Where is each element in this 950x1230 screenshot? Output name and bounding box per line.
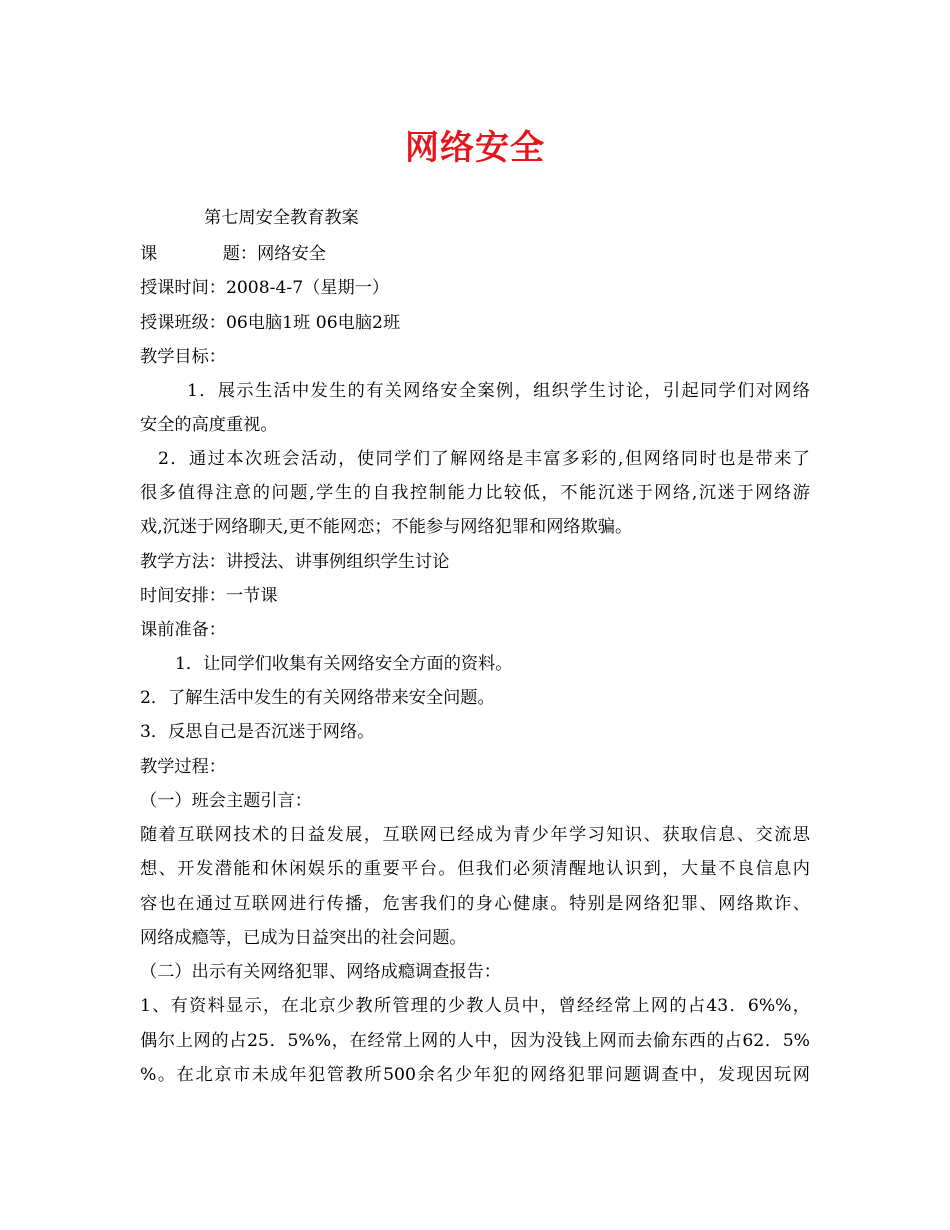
intro-line-3: 容也在通过互联网进行传播，危害我们的身心健康。特别是网络犯罪、网络欺诈、 [140, 894, 810, 914]
preparation-item-1: 1．让同学们收集有关网络安全方面的资料。 [175, 654, 513, 674]
time-line: 授课时间：2008-4-7（星期一） [140, 278, 390, 298]
intro-line-2: 想、开发潜能和休闲娱乐的重要平台。但我们必须清醒地认识到，大量不良信息内 [140, 859, 810, 879]
goal-1-line-1: 1．展示生活中发生的有关网络安全案例，组织学生讨论，引起同学们对网络 [187, 381, 810, 401]
goals-heading: 教学目标： [140, 347, 226, 367]
preparation-item-3: 3．反思自己是否沉迷于网络。 [140, 722, 375, 742]
report-line-2: 偶尔上网的占25．5%%，在经常上网的人中，因为没钱上网而去偷东西的占62．5% [140, 1031, 810, 1051]
goal-2-line-1: 2．通过本次班会活动，使同学们了解网络是丰富多彩的,但网络同时也是带来了 [158, 449, 810, 469]
section-2-heading: （二）出示有关网络犯罪、网络成瘾调查报告： [140, 962, 501, 982]
report-line-3: %。在北京市未成年犯管教所500余名少年犯的网络犯罪问题调查中，发现因玩网 [140, 1065, 810, 1085]
class-line: 授课班级：06电脑1班 06电脑2班 [140, 313, 401, 333]
intro-line-4: 网络成瘾等，已成为日益突出的社会问题。 [140, 928, 467, 948]
topic-line: 课 题：网络安全 [140, 244, 326, 264]
intro-line-1: 随着互联网技术的日益发展，互联网已经成为青少年学习知识、获取信息、交流思 [140, 825, 810, 845]
report-line-1: 1、有资料显示，在北京少教所管理的少教人员中，曾经经常上网的占43．6%%， [140, 996, 810, 1016]
method-line: 教学方法：讲授法、讲事例组织学生讨论 [140, 552, 450, 572]
preparation-heading: 课前准备： [140, 620, 226, 640]
goal-2-line-2: 很多值得注意的问题,学生的自我控制能力比较低，不能沉迷于网络,沉迷于网络游 [140, 483, 810, 503]
goal-1-line-2: 安全的高度重视。 [140, 415, 278, 435]
process-heading: 教学过程： [140, 757, 226, 777]
schedule-line: 时间安排：一节课 [140, 586, 278, 606]
section-1-heading: （一）班会主题引言： [140, 791, 312, 811]
document-title: 网络安全 [405, 128, 545, 168]
preparation-item-2: 2．了解生活中发生的有关网络带来安全问题。 [140, 688, 495, 708]
goal-2-line-3: 戏,沉迷于网络聊天,更不能网恋；不能参与网络犯罪和网络欺骗。 [140, 517, 633, 537]
subtitle-line: 第七周安全教育教案 [204, 208, 359, 228]
